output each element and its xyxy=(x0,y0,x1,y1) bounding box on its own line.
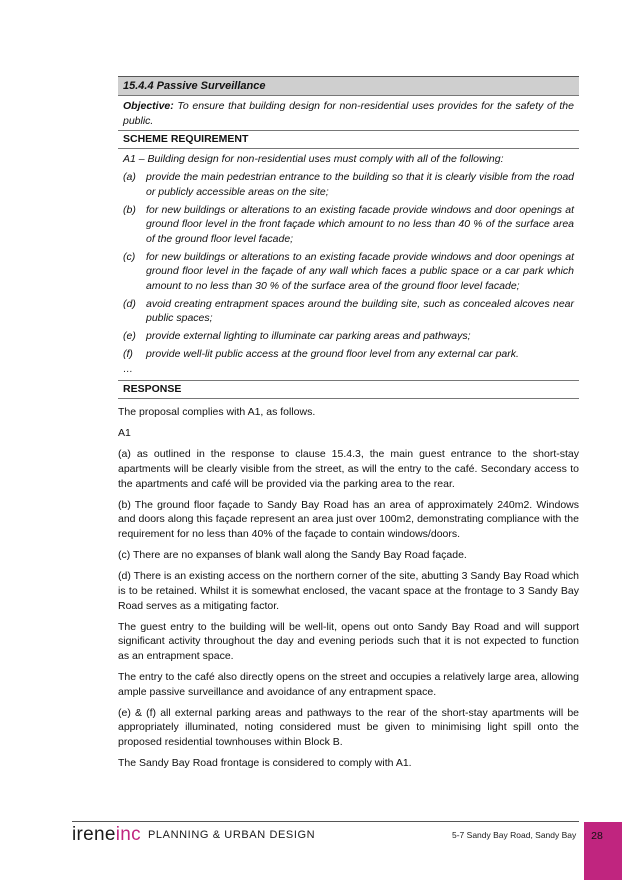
requirement-item xyxy=(123,347,574,362)
requirement-list xyxy=(123,170,574,362)
requirement-item-label: (a) xyxy=(123,171,136,183)
requirement-item xyxy=(123,203,574,247)
requirement-item xyxy=(123,250,574,294)
response-paragraph: The entry to the café also directly opens on the street and occupies a relatively large area, allowing ample passive surveillance and avoidance of any entrapment space. xyxy=(118,671,579,698)
response-paragraph: The proposal complies with A1, as follows. xyxy=(118,406,316,418)
brand-subtitle: PLANNING & URBAN DESIGN xyxy=(148,829,316,841)
section-heading: 15.4.4 Passive Surveillance xyxy=(118,77,579,96)
brand-main: irene xyxy=(72,824,116,845)
requirement-item xyxy=(123,329,574,344)
objective-text: To ensure that building design for non-residential uses provides for the safety of the public. xyxy=(123,100,574,127)
scheme-requirement-body xyxy=(118,149,579,381)
page-number: 28 xyxy=(591,830,603,842)
requirement-item-text: avoid creating entrapment spaces around the building site, such as concealed alcoves near public spaces; xyxy=(146,297,574,324)
response-heading: RESPONSE xyxy=(118,381,579,399)
objective xyxy=(118,96,579,131)
requirement-item-text: provide external lighting to illuminate car parking areas and pathways; xyxy=(146,330,471,342)
response-paragraph: (c) There are no expanses of blank wall along the Sandy Bay Road façade. xyxy=(118,549,467,562)
requirement-item-label: (d) xyxy=(123,297,136,310)
requirement-item xyxy=(123,170,574,199)
response-paragraph: (e) & (f) all external parking areas and pathways to the rear of the short-stay apartments will be appropriately illuminated, noting considered must be given to minimising light spill onto the proposed residential townhouses within Block B. xyxy=(118,706,579,749)
requirement-item-text: provide well-lit public access at the ground floor level from any external car park. xyxy=(146,348,519,360)
requirement-item-label: (c) xyxy=(123,250,136,263)
requirement-item-label: (e) xyxy=(123,330,136,342)
requirement-item-text: for new buildings or alterations to an existing facade provide windows and door openings at ground floor level in the façade of any wall which faces a public space or a car park which amount to no less than 30 % of the surface area of the ground floor level facade; xyxy=(146,250,574,292)
requirement-item-text: provide the main pedestrian entrance to the building so that it is clearly visible from the road or publicly accessible areas on the site; xyxy=(146,171,574,198)
requirement-item-text: for new buildings or alterations to an existing facade provide windows and door openings at ground floor level in the front façade which amount to no less than 40 % of the surface area of the ground floor level facade; xyxy=(146,203,574,245)
scheme-requirement-heading: SCHEME REQUIREMENT xyxy=(118,131,579,149)
a1-intro: A1 – Building design for non-residential uses must comply with all of the following: xyxy=(123,153,504,165)
requirement-item xyxy=(123,297,574,326)
response-paragraph: A1 xyxy=(118,427,131,440)
response-paragraph: (d) There is an existing access on the northern corner of the site, abutting 3 Sandy Bay Road which is to be retained. Whilst it is somewhat enclosed, the vacant space at the frontage to 3 Sandy Bay Road serves as a mitigating factor. xyxy=(118,570,579,612)
footer-address: 5-7 Sandy Bay Road, Sandy Bay xyxy=(452,830,577,840)
response-paragraph: The Sandy Bay Road frontage is considered to comply with A1. xyxy=(118,757,412,770)
response-paragraph: (a) as outlined in the response to clause 15.4.3, the main guest entrance to the short-stay apartments will be clearly visible from the street, as will the entry to the café. Secondary access to the apartments and café will be provided via the parking area to the rear. xyxy=(118,448,579,490)
brand-logo xyxy=(72,824,141,846)
requirement-table xyxy=(118,76,579,399)
response-paragraph: (b) The ground floor façade to Sandy Bay Road has an area of approximately 240m2. Windows and doors along this façade represent an area just over 100m2, demonstrating compliance with the requirement for no less than 40% of the façade to contain windows/doors. xyxy=(118,498,579,540)
footer-divider xyxy=(72,821,579,822)
brand-inc: inc xyxy=(115,824,141,845)
ellipsis: … xyxy=(123,364,133,375)
response-body xyxy=(118,405,579,771)
requirement-item-label: (b) xyxy=(123,203,136,216)
requirement-item-label: (f) xyxy=(123,348,133,360)
document-body xyxy=(118,76,579,777)
response-paragraph: The guest entry to the building will be well-lit, opens out onto Sandy Bay Road and will support significant activity throughout the day and evening periods such that it is not expected to function as an entrapment space. xyxy=(118,620,579,662)
page-number-box xyxy=(584,822,622,880)
objective-label: Objective: xyxy=(123,100,174,112)
